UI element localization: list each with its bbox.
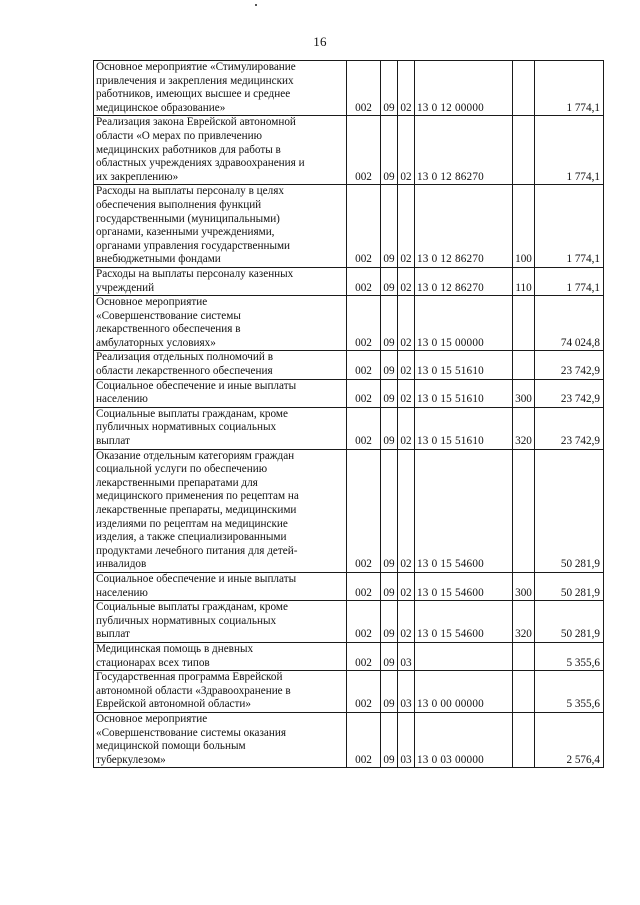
item-name-line: изделиями по рецептам на медицинские [96, 517, 288, 530]
target-article-cell: 13 0 12 86270 [415, 267, 513, 295]
subsection-code-cell: 02 [398, 351, 415, 379]
scan-artifact-dot [255, 4, 257, 6]
item-name-line: органами управления государственными [96, 239, 291, 252]
item-name-line: выплат [96, 435, 130, 448]
table-row [94, 267, 604, 295]
subsection-code-cell: 02 [398, 572, 415, 600]
ministry-code-cell: 002 [347, 351, 381, 379]
table-row [94, 351, 604, 379]
item-name-line: Оказание отдельным категориям граждан [96, 449, 295, 462]
item-name-line: населению [96, 586, 148, 599]
section-code-cell: 09 [381, 116, 398, 185]
subsection-code-cell: 02 [398, 601, 415, 643]
table-row [94, 642, 604, 670]
target-article-cell: 13 0 12 86270 [415, 116, 513, 185]
item-name-line: лекарственного обеспечения в [96, 323, 241, 336]
item-name-line: областных учреждениях здравоохранения и [96, 157, 305, 170]
amount-cell: 1 774,1 [535, 61, 604, 116]
table-row [94, 712, 604, 767]
item-name-cell [94, 407, 347, 449]
item-name-line: медицинского применения по рецептам на [96, 490, 299, 503]
amount-cell: 23 742,9 [535, 379, 604, 407]
expense-kind-cell: 300 [513, 379, 535, 407]
item-name-line: Основное мероприятие [96, 712, 208, 725]
item-name-line: изделия, а также специализированными [96, 531, 287, 544]
item-name-cell [94, 185, 347, 268]
item-name-line: привлечения и закрепления медицинских [96, 74, 294, 87]
table-row [94, 116, 604, 185]
ministry-code-cell: 002 [347, 407, 381, 449]
ministry-code-cell: 002 [347, 642, 381, 670]
item-name-line: медицинской помощи больным [96, 740, 246, 753]
item-name-line: автономной области «Здравоохранение в [96, 684, 291, 697]
item-name-line: Реализация закона Еврейской автономной [96, 116, 296, 129]
item-name-line: государственными (муниципальными) [96, 212, 280, 225]
target-article-cell: 13 0 00 00000 [415, 671, 513, 713]
amount-cell: 23 742,9 [535, 407, 604, 449]
table-row [94, 407, 604, 449]
item-name-line: медицинское образование» [96, 101, 226, 114]
item-name-cell [94, 61, 347, 116]
expense-kind-cell: 300 [513, 572, 535, 600]
subsection-code-cell: 02 [398, 267, 415, 295]
item-name-line: продуктами лечебного питания для детей- [96, 544, 298, 557]
subsection-code-cell: 03 [398, 712, 415, 767]
subsection-code-cell: 02 [398, 296, 415, 351]
item-name-line: Реализация отдельных полномочий в [96, 351, 273, 364]
item-name-line: инвалидов [96, 558, 147, 571]
item-name-line: стационарах всех типов [96, 656, 210, 669]
item-name-line: их закреплению» [96, 170, 179, 183]
section-code-cell: 09 [381, 351, 398, 379]
item-name-cell [94, 671, 347, 713]
item-name-line: Основное мероприятие [96, 296, 208, 309]
ministry-code-cell: 002 [347, 601, 381, 643]
item-name-cell [94, 116, 347, 185]
amount-cell: 1 774,1 [535, 267, 604, 295]
item-name-line: органами, казенными учреждениями, [96, 226, 275, 239]
ministry-code-cell: 002 [347, 671, 381, 713]
item-name-line: Медицинская помощь в дневных [96, 642, 254, 655]
subsection-code-cell: 02 [398, 185, 415, 268]
section-code-cell: 09 [381, 379, 398, 407]
expense-kind-cell [513, 296, 535, 351]
item-name-cell [94, 296, 347, 351]
subsection-code-cell: 02 [398, 407, 415, 449]
expense-kind-cell [513, 712, 535, 767]
item-name-line: Социальное обеспечение и иные выплаты [96, 379, 297, 392]
item-name-line: населению [96, 393, 148, 406]
target-article-cell: 13 0 15 51610 [415, 351, 513, 379]
item-name-line: области «О мерах по привлечению [96, 129, 262, 142]
ministry-code-cell: 002 [347, 572, 381, 600]
expense-kind-cell: 110 [513, 267, 535, 295]
ministry-code-cell: 002 [347, 296, 381, 351]
item-name-cell [94, 351, 347, 379]
item-name-line: работников, имеющих высшее и среднее [96, 88, 291, 101]
amount-cell: 23 742,9 [535, 351, 604, 379]
target-article-cell: 13 0 15 54600 [415, 601, 513, 643]
table-row [94, 449, 604, 572]
item-name-cell [94, 712, 347, 767]
item-name-cell [94, 642, 347, 670]
expense-kind-cell: 320 [513, 407, 535, 449]
amount-cell: 2 576,4 [535, 712, 604, 767]
ministry-code-cell: 002 [347, 712, 381, 767]
section-code-cell: 09 [381, 267, 398, 295]
target-article-cell: 13 0 15 00000 [415, 296, 513, 351]
item-name-cell [94, 572, 347, 600]
subsection-code-cell: 03 [398, 642, 415, 670]
table-row [94, 185, 604, 268]
amount-cell: 1 774,1 [535, 116, 604, 185]
expense-kind-cell [513, 61, 535, 116]
subsection-code-cell: 02 [398, 379, 415, 407]
amount-cell: 1 774,1 [535, 185, 604, 268]
item-name-line: «Совершенствование системы оказания [96, 726, 286, 739]
section-code-cell: 09 [381, 61, 398, 116]
table-row [94, 296, 604, 351]
expense-kind-cell [513, 116, 535, 185]
item-name-line: туберкулезом» [96, 753, 166, 766]
section-code-cell: 09 [381, 671, 398, 713]
target-article-cell [415, 642, 513, 670]
target-article-cell: 13 0 03 00000 [415, 712, 513, 767]
item-name-line: Расходы на выплаты персоналу в целях [96, 185, 284, 198]
item-name-line: социальной услуги по обеспечению [96, 463, 268, 476]
item-name-line: лекарственные препараты, медицинскими [96, 504, 297, 516]
ministry-code-cell: 002 [347, 379, 381, 407]
item-name-line: «Совершенствование системы [96, 309, 241, 322]
ministry-code-cell: 002 [347, 449, 381, 572]
target-article-cell: 13 0 12 00000 [415, 61, 513, 116]
expense-kind-cell: 320 [513, 601, 535, 643]
item-name-line: области лекарственного обеспечения [96, 365, 273, 378]
item-name-line: внебюджетными фондами [96, 253, 221, 266]
ministry-code-cell: 002 [347, 185, 381, 268]
target-article-cell: 13 0 15 54600 [415, 572, 513, 600]
subsection-code-cell: 02 [398, 116, 415, 185]
section-code-cell: 09 [381, 185, 398, 268]
item-name-line: лекарственными препаратами для [96, 476, 258, 489]
item-name-line: Основное мероприятие «Стимулирование [96, 61, 296, 73]
ministry-code-cell: 002 [347, 116, 381, 185]
amount-cell: 50 281,9 [535, 572, 604, 600]
target-article-cell: 13 0 12 86270 [415, 185, 513, 268]
ministry-code-cell: 002 [347, 61, 381, 116]
item-name-line: Государственная программа Еврейской [96, 671, 283, 684]
budget-table [93, 60, 604, 768]
item-name-line: Еврейской автономной области» [96, 698, 251, 711]
item-name-line: Социальные выплаты гражданам, кроме [96, 601, 288, 614]
item-name-line: обеспечения выполнения функций [96, 198, 262, 211]
amount-cell: 5 355,6 [535, 671, 604, 713]
table-row [94, 601, 604, 643]
subsection-code-cell: 02 [398, 449, 415, 572]
item-name-cell [94, 267, 347, 295]
table-row [94, 379, 604, 407]
expense-kind-cell [513, 351, 535, 379]
section-code-cell: 09 [381, 712, 398, 767]
expense-kind-cell [513, 671, 535, 713]
item-name-line: медицинских работников для работы в [96, 143, 281, 156]
table-row [94, 671, 604, 713]
item-name-line: публичных нормативных социальных [96, 614, 277, 627]
item-name-cell [94, 379, 347, 407]
target-article-cell: 13 0 15 51610 [415, 379, 513, 407]
item-name-line: Социальные выплаты гражданам, кроме [96, 407, 288, 420]
expense-kind-cell [513, 642, 535, 670]
section-code-cell: 09 [381, 407, 398, 449]
budget-table-body [94, 61, 604, 768]
item-name-cell [94, 601, 347, 643]
amount-cell: 74 024,8 [535, 296, 604, 351]
table-row [94, 572, 604, 600]
amount-cell: 5 355,6 [535, 642, 604, 670]
section-code-cell: 09 [381, 572, 398, 600]
section-code-cell: 09 [381, 449, 398, 572]
item-name-line: учреждений [96, 281, 155, 294]
item-name-line: выплат [96, 628, 130, 641]
item-name-cell [94, 449, 347, 572]
item-name-line: амбулаторных условиях» [96, 336, 216, 349]
subsection-code-cell: 02 [398, 61, 415, 116]
expense-kind-cell: 100 [513, 185, 535, 268]
target-article-cell: 13 0 15 51610 [415, 407, 513, 449]
expense-kind-cell [513, 449, 535, 572]
table-row [94, 61, 604, 116]
amount-cell: 50 281,9 [535, 601, 604, 643]
item-name-line: Социальное обеспечение и иные выплаты [96, 572, 297, 585]
section-code-cell: 09 [381, 642, 398, 670]
page-number: 16 [313, 34, 327, 49]
section-code-cell: 09 [381, 601, 398, 643]
item-name-line: Расходы на выплаты персоналу казенных [96, 267, 294, 280]
section-code-cell: 09 [381, 296, 398, 351]
amount-cell: 50 281,9 [535, 449, 604, 572]
ministry-code-cell: 002 [347, 267, 381, 295]
target-article-cell: 13 0 15 54600 [415, 449, 513, 572]
item-name-line: публичных нормативных социальных [96, 421, 277, 434]
subsection-code-cell: 03 [398, 671, 415, 713]
